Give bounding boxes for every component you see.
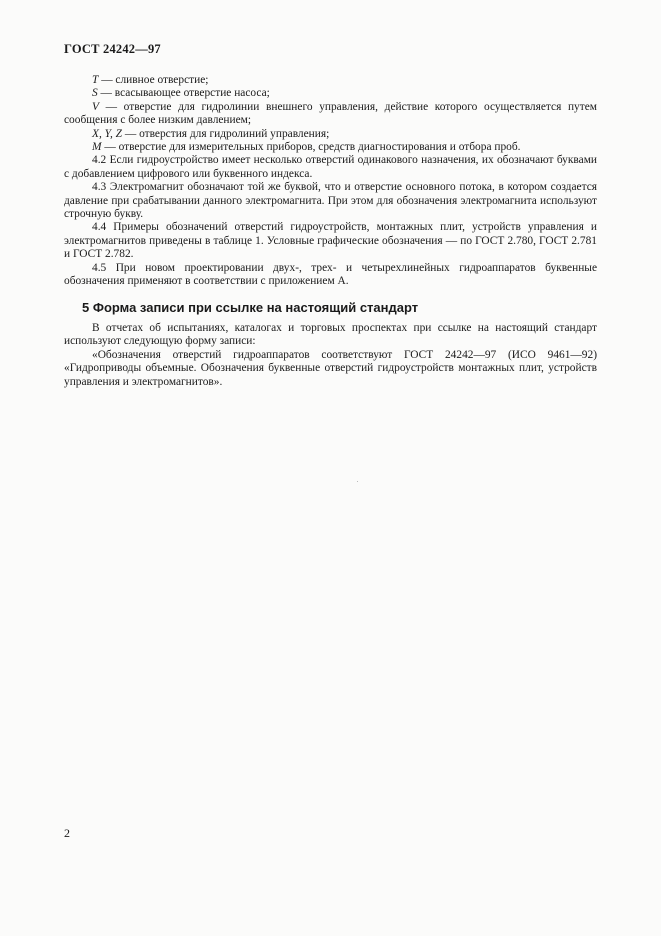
clause-4-5: 4.5 При новом проектировании двух-, трех- и четырехлинейных гидроаппаратов буквенные обозначения применяют в соответствии с приложением А. — [64, 261, 597, 288]
definition-m — [64, 141, 597, 154]
clause-4-4: 4.4 Примеры обозначений отверстий гидроустройств, монтажных плит, устройств управления и электромагнитов приведены в таблице 1. Условные графические обозначения — по ГОСТ 2.780, ГОСТ 2.781 и ГОСТ 2.782. — [64, 221, 597, 261]
document-body — [64, 74, 597, 389]
section-5-paragraph-2: «Обозначения отверстий гидроаппаратов соответствуют ГОСТ 24242—97 (ИСО 9461—92) «Гидроприводы объемные. Обозначения буквенные отверстий гидроустройств монтажных плит, устройств управления и электромагнитов». — [64, 348, 597, 388]
definition-text: — всасывающее отверстие насоса; — [97, 87, 270, 100]
page-number: 2 — [64, 826, 70, 840]
clause-4-2: 4.2 Если гидроустройство имеет несколько отверстий одинакового назначения, их обозначают буквами с добавлением цифрового или буквенного индекса. — [64, 154, 597, 180]
definition-xyz — [64, 128, 597, 141]
definition-text: — отверстие для гидролинии внешнего управления, действие которого осуществляется путем сообщения с более низким давлением; — [64, 100, 597, 127]
definition-text: — сливное отверстие; — [98, 74, 209, 86]
definition-symbol: T — [92, 74, 99, 86]
definition-symbol: X, Y, Z — [92, 127, 122, 140]
clause-4-3: 4.3 Электромагнит обозначают той же буквой, что и отверстие основного потока, в котором создается давление при срабатывании данного электромагнита. При этом для обозначения электромагнита используют строчную букву. — [64, 181, 597, 221]
definition-s — [64, 87, 597, 100]
definition-t — [64, 74, 597, 87]
definition-text: — отверстие для измерительных приборов, средств диагностирования и отбора проб. — [101, 141, 521, 154]
document-header: ГОСТ 24242—97 — [64, 42, 161, 56]
definition-text: — отверстия для гидролиний управления; — [121, 127, 330, 140]
definition-symbol: S — [92, 87, 98, 100]
definition-v — [64, 101, 597, 128]
scan-speck — [357, 481, 358, 482]
section-5-paragraph-1: В отчетах об испытаниях, каталогах и торговых проспектах при ссылке на настоящий стандарт используют следующую форму записи: — [64, 321, 597, 348]
definition-symbol: V — [92, 100, 99, 113]
section-5-title: 5 Форма записи при ссылке на настоящий стандарт — [82, 299, 419, 315]
definition-symbol: M — [92, 141, 102, 154]
